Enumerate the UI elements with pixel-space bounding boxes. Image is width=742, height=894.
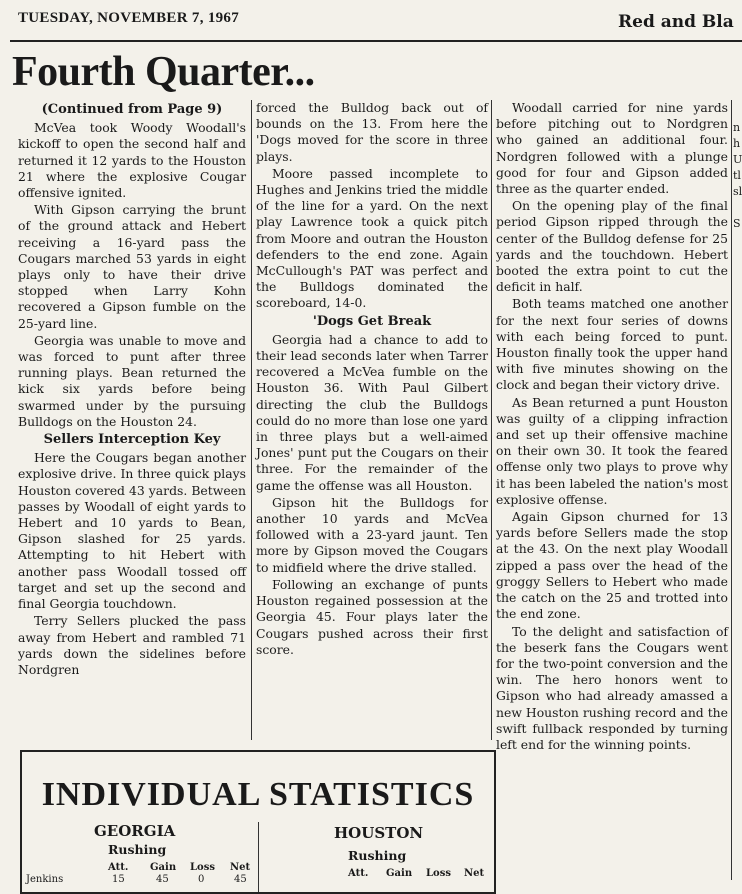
article-paragraph: Georgia was unable to move and was forced to punt after three running plays. Bean returned the kick six yards before being swarmed under by the pursuing Bulldogs on the Houston 24. [18, 332, 246, 429]
georgia-net-header: Net [230, 862, 251, 873]
houston-team-label: HOUSTON [334, 824, 424, 842]
article-paragraph: Woodall carried for nine yards before pitching out to Nordgren who gained an additional four. Nordgren followed with a plunge good for four and Gipson added three as the quarter ended. [496, 100, 728, 197]
georgia-player-name: Jenkins [26, 874, 64, 885]
georgia-att-header: Att. [108, 862, 129, 873]
article-paragraph: Again Gipson churned for 13 yards before Sellers made the stop at the 43. On the next play Woodall zipped a pass over the head of the groggy Sellers to Hebert who made the catch on the 25 and trotted into the end zone. [496, 509, 728, 622]
houston-att-header: Att. [348, 868, 369, 879]
article-paragraph: forced the Bulldog back out of bounds on the 13. From here the 'Dogs moved for the score in three plays. [256, 100, 488, 164]
edge-fragment [733, 200, 742, 216]
article-column-2 [256, 100, 488, 659]
article-paragraph: Here the Cougars began another explosive drive. In three quick plays Houston covered 43 yards. Between passes by Woodall of eight yards to Hebert and 10 yards to Bean, Gipson slashed for 25 yards. Attempting to hit Hebert with another pass Woodall tossed off target and set up the second and final Georgia touchdown. [18, 450, 246, 612]
masthead [0, 0, 742, 40]
article-column-1 [18, 100, 246, 679]
edge-fragment: n [733, 121, 741, 134]
article-column-3 [496, 100, 728, 754]
stats-divider [258, 822, 259, 892]
edge-fragment: tl [733, 169, 741, 182]
edge-fragment: S [733, 217, 741, 230]
article-subhead: 'Dogs Get Break [312, 313, 432, 329]
article-subhead: Sellers Interception Key [43, 432, 221, 448]
georgia-gain-header: Gain [150, 862, 177, 873]
edge-fragment: h [733, 137, 741, 150]
cut-off-column-edge [733, 120, 742, 232]
georgia-loss-header: Loss [190, 862, 215, 873]
houston-gain-header: Gain [386, 868, 413, 879]
georgia-gain-value: 45 [156, 874, 169, 885]
article-paragraph: Terry Sellers plucked the pass away from Hebert and rambled 71 yards down the sidelines before Nordgren [18, 613, 246, 677]
georgia-rushing-label: Rushing [108, 842, 167, 857]
article-paragraph: Both teams matched one another for the next four series of downs with each being forced to punt. Houston finally took the upper hand with five minutes showing on the clock and began their victory drive. [496, 296, 728, 393]
article-paragraph: On the opening play of the final period Gipson ripped through the center of the Bulldog defense for 25 yards and the touchdown. Hebert booted the extra point to cut the deficit in half. [496, 198, 728, 295]
houston-net-header: Net [464, 868, 485, 879]
edge-fragment: sl [733, 185, 742, 198]
column-divider [491, 100, 492, 740]
article-paragraph: Moore passed incomplete to Hughes and Jenkins tried the middle of the line for a yard. On the next play Lawrence took a quick pitch from Moore and outran the Houston defenders to the end zone. Again McCullough's PAT was perfect and the Bulldogs dominated the scoreboard, 14-0. [256, 165, 488, 311]
georgia-net-value: 45 [234, 874, 247, 885]
paper-name: Red and Bla [618, 12, 734, 32]
column-divider [251, 100, 252, 740]
masthead-rule [10, 40, 742, 42]
column-divider [731, 100, 732, 880]
article-paragraph: With Gipson carrying the brunt of the ground attack and Hebert receiving a 16-yard pass the Cougars marched 53 yards in eight plays only to have their drive stopped when Larry Kohn recovered a Gipson fumble on the 25-yard line. [18, 202, 246, 331]
article-paragraph: As Bean returned a punt Houston was guilty of a clipping infraction and set up their offensive machine on their own 30. It took the feared offense only two plays to prove why it has been labeled the nation's most explosive offense. [496, 394, 728, 507]
article-paragraph: Following an exchange of punts Houston regained possession at the Georgia 45. Four plays later the Cougars pushed across their first score. [256, 576, 488, 657]
stats-title: INDIVIDUAL STATISTICS [41, 776, 475, 813]
georgia-loss-value: 0 [198, 874, 205, 885]
article-paragraph: To the delight and satisfaction of the beserk fans the Cougars went for the two-point conversion and the win. The hero honors went to Gipson who had already amassed a new Houston rushing record and the swift fullback responded by turning left end for the winning points. [496, 623, 728, 752]
houston-loss-header: Loss [426, 868, 451, 879]
issue-date: TUESDAY, NOVEMBER 7, 1967 [18, 10, 240, 26]
edge-fragment: U [733, 153, 742, 166]
article-headline: Fourth Quarter... [12, 49, 315, 95]
georgia-att-value: 15 [112, 874, 125, 885]
article-paragraph: Georgia had a chance to add to their lead seconds later when Tarrer recovered a McVea fumble on the Houston 36. With Paul Gilbert directing the club the Bulldogs could do no more than lose one yard in three plays but a well-aimed Jones' punt put the Cougars on their three. For the remainder of the game the offense was all Houston. [256, 331, 488, 493]
georgia-team-label: GEORGIA [94, 822, 176, 840]
individual-statistics-box [20, 750, 496, 894]
article-paragraph: Gipson hit the Bulldogs for another 10 yards and McVea followed with a 23-yard jaunt. Ten more by Gipson moved the Cougars to midfield where the drive stalled. [256, 494, 488, 575]
houston-rushing-label: Rushing [348, 848, 407, 863]
article-subhead: (Continued from Page 9) [41, 102, 223, 117]
article-paragraph: McVea took Woody Woodall's kickoff to open the second half and returned it 12 yards to the Houston 21 where the explosive Cougar offensive ignited. [18, 120, 246, 201]
